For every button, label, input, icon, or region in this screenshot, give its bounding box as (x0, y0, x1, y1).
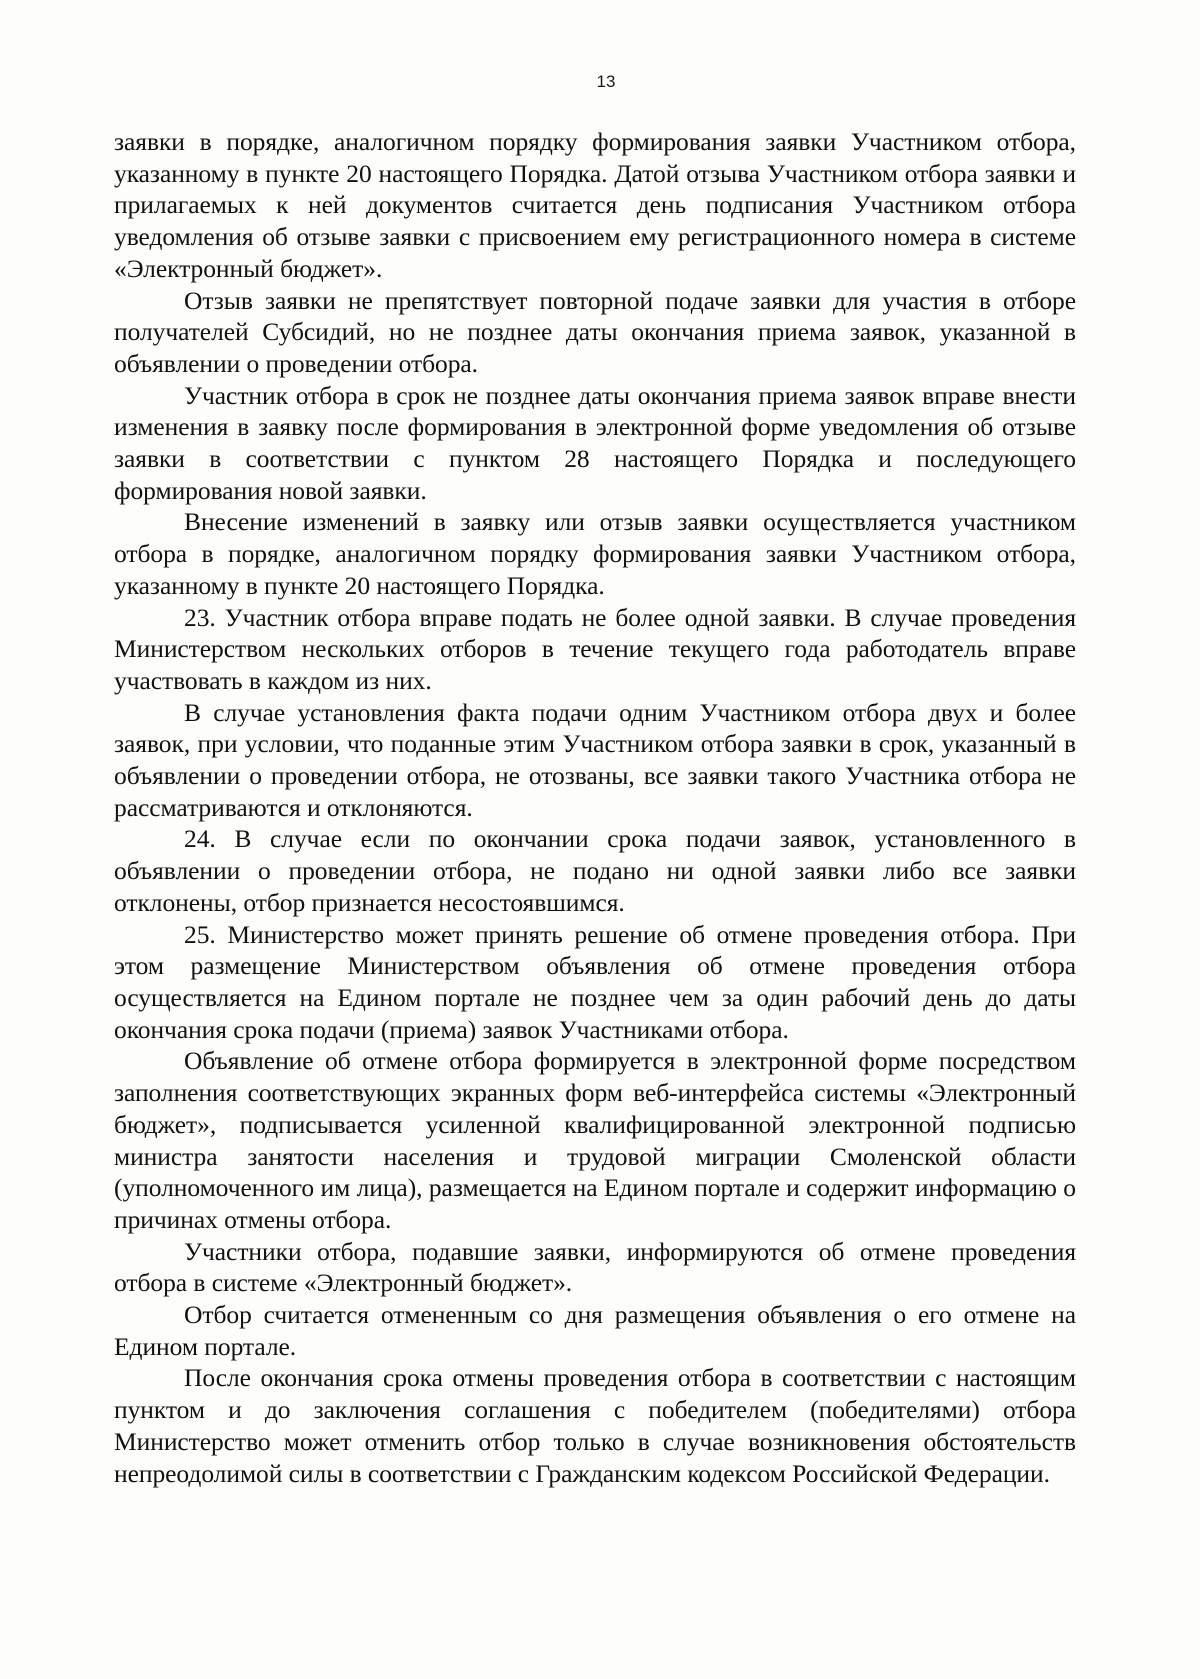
paragraph-withdrawal-order-continued: заявки в порядке, аналогичном порядку формирования заявки Участником отбора, указанному в пункте 20 настоящего Порядка. Датой отзыва Участником отбора заявки и прилагаемых к ней документов считается день подписания Участником отбора уведомления об отзыве заявки с присвоением ему регистрационного номера в системе «Электронный бюджет». (114, 127, 1076, 283)
paragraph-cancellation-announcement: Объявление об отмене отбора формируется в электронной форме посредством заполнения соответствующих экранных форм веб-интерфейса системы «Электронный бюджет», подписывается усиленной квалифицированной электронной подписью министра занятости населения и трудовой миграции Смоленской области (уполномоченного им лица), размещается на Едином портале и содержит информацию о причинах отмены отбора. (114, 1046, 1076, 1234)
paragraph-cancellation-effective: Отбор считается отмененным со дня размещения объявления о его отмене на Едином портале. (114, 1300, 1076, 1361)
paragraph-withdrawal-resubmission: Отзыв заявки не препятствует повторной подаче заявки для участия в отборе получателей Субсидий, но не позднее даты окончания приема заявок, указанной в объявлении о проведении отбора. (114, 285, 1076, 378)
paragraph-clause-23: 23. Участник отбора вправе подать не более одной заявки. В случае проведения Министерством нескольких отборов в течение текущего года работодатель вправе участвовать в каждом из них. (114, 602, 1076, 695)
paragraph-duplicate-applications: В случае установления факта подачи одним Участником отбора двух и более заявок, при условии, что поданные этим Участником отбора заявки в срок, указанный в объявлении о проведении отбора, не отозваны, все заявки такого Участника отбора не рассматриваются и отклоняются. (114, 697, 1076, 822)
paragraph-clause-24: 24. В случае если по окончании срока подачи заявок, установленного в объявлении о проведении отбора, не подано ни одной заявки либо все заявки отклонены, отбор признается несостоявшимся. (114, 824, 1076, 917)
document-body (114, 126, 1076, 1489)
paragraph-participants-notified: Участники отбора, подавшие заявки, информируются об отмене проведения отбора в системе «Электронный бюджет». (114, 1236, 1076, 1298)
page-number: 13 (596, 72, 616, 91)
paragraph-application-changes: Участник отбора в срок не позднее даты окончания приема заявок вправе внести изменения в заявку после формирования в электронной форме уведомления об отзыве заявки в соответствии с пунктом 28 настоящего Порядка и последующего формирования новой заявки. (114, 380, 1076, 505)
paragraph-changes-procedure: Внесение изменений в заявку или отзыв заявки осуществляется участником отбора в порядке, аналогичном порядку формирования заявки Участником отбора, указанному в пункте 20 настоящего Порядка. (114, 507, 1076, 600)
paragraph-force-majeure: После окончания срока отмены проведения отбора в соответствии с настоящим пунктом и до заключения соглашения с победителем (победителями) отбора Министерство может отменить отбор только в случае возникновения обстоятельств непреодолимой силы в соответствии с Гражданским кодексом Российской Федерации. (114, 1363, 1076, 1488)
paragraph-clause-25: 25. Министерство может принять решение об отмене проведения отбора. При этом размещение Министерством объявления об отмене проведения отбора осуществляется на Едином портале не позднее чем за один рабочий день до даты окончания срока подачи (приема) заявок Участниками отбора. (114, 919, 1076, 1044)
